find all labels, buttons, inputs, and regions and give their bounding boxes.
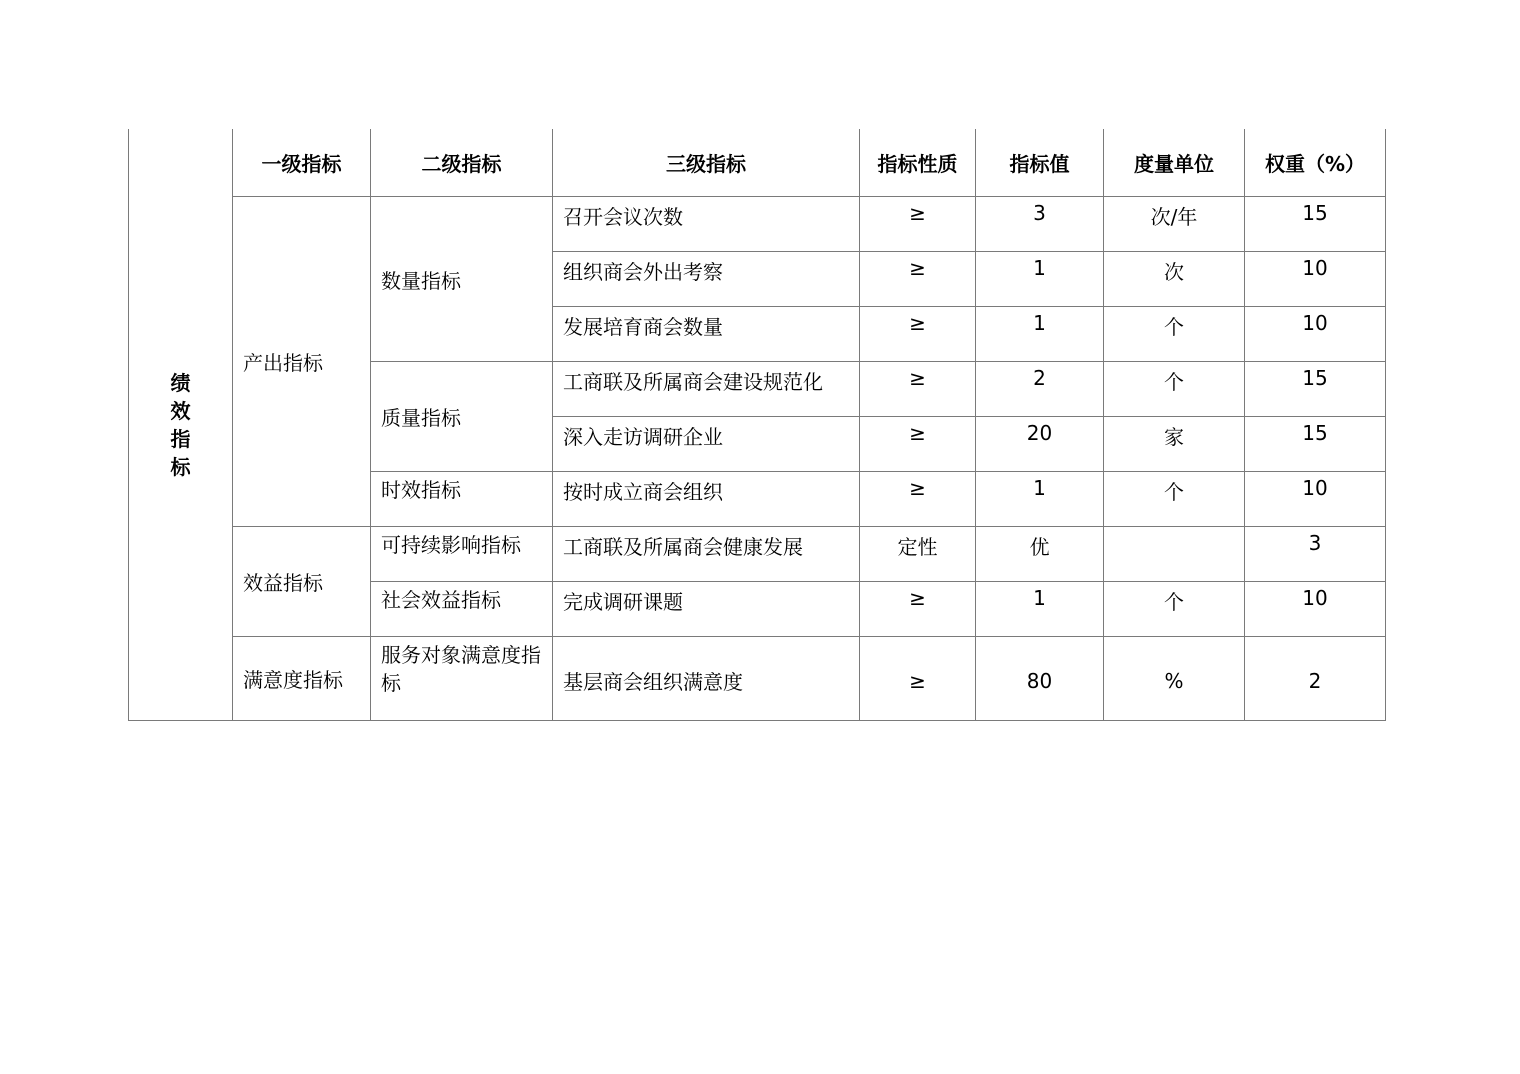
indicator-weight: 3 xyxy=(1245,527,1386,582)
header-value: 指标值 xyxy=(976,129,1104,197)
indicator-value: 2 xyxy=(976,362,1104,417)
indicator-unit: 次 xyxy=(1104,252,1245,307)
subgroup-social: 社会效益指标 xyxy=(371,582,553,637)
subgroup-quantity: 数量指标 xyxy=(371,197,553,362)
indicator-value: 1 xyxy=(976,582,1104,637)
indicator-weight: 10 xyxy=(1245,472,1386,527)
indicator-weight: 10 xyxy=(1245,582,1386,637)
indicator-unit: % xyxy=(1104,637,1245,721)
indicator-unit: 个 xyxy=(1104,582,1245,637)
indicator-value: 20 xyxy=(976,417,1104,472)
header-level2: 二级指标 xyxy=(371,129,553,197)
header-level3: 三级指标 xyxy=(553,129,860,197)
indicator-value: 80 xyxy=(976,637,1104,721)
indicator-value: 1 xyxy=(976,472,1104,527)
indicator-name: 发展培育商会数量 xyxy=(553,307,860,362)
indicator-value: 1 xyxy=(976,252,1104,307)
indicator-unit xyxy=(1104,527,1245,582)
indicator-unit: 个 xyxy=(1104,307,1245,362)
table-row xyxy=(129,197,1386,252)
indicator-unit: 个 xyxy=(1104,362,1245,417)
indicator-nature: ≥ xyxy=(860,252,976,307)
indicator-value: 3 xyxy=(976,197,1104,252)
side-label-cell xyxy=(129,129,233,721)
table-header-row xyxy=(129,129,1386,197)
indicator-value: 1 xyxy=(976,307,1104,362)
indicator-name: 召开会议次数 xyxy=(553,197,860,252)
indicator-unit: 家 xyxy=(1104,417,1245,472)
group-benefit: 效益指标 xyxy=(233,527,371,637)
indicator-weight: 15 xyxy=(1245,417,1386,472)
table-row xyxy=(129,637,1386,721)
subgroup-timeliness: 时效指标 xyxy=(371,472,553,527)
subgroup-service: 服务对象满意度指标 xyxy=(371,637,553,721)
indicator-nature: 定性 xyxy=(860,527,976,582)
indicator-value: 优 xyxy=(976,527,1104,582)
group-satisfaction: 满意度指标 xyxy=(233,637,371,721)
indicator-nature: ≥ xyxy=(860,637,976,721)
indicator-nature: ≥ xyxy=(860,417,976,472)
indicator-nature: ≥ xyxy=(860,307,976,362)
indicator-unit: 个 xyxy=(1104,472,1245,527)
indicator-name: 按时成立商会组织 xyxy=(553,472,860,527)
group-output: 产出指标 xyxy=(233,197,371,527)
header-weight: 权重（%） xyxy=(1245,129,1386,197)
indicator-nature: ≥ xyxy=(860,472,976,527)
indicator-nature: ≥ xyxy=(860,582,976,637)
indicator-name: 完成调研课题 xyxy=(553,582,860,637)
indicator-name: 工商联及所属商会建设规范化 xyxy=(553,362,860,417)
indicator-weight: 10 xyxy=(1245,252,1386,307)
indicator-name: 工商联及所属商会健康发展 xyxy=(553,527,860,582)
header-unit: 度量单位 xyxy=(1104,129,1245,197)
performance-indicator-table xyxy=(128,129,1386,721)
header-level1: 一级指标 xyxy=(233,129,371,197)
indicator-weight: 10 xyxy=(1245,307,1386,362)
indicator-nature: ≥ xyxy=(860,362,976,417)
indicator-weight: 2 xyxy=(1245,637,1386,721)
header-nature: 指标性质 xyxy=(860,129,976,197)
side-label: 绩效指标 xyxy=(170,370,191,479)
indicator-name: 基层商会组织满意度 xyxy=(553,637,860,721)
table-row xyxy=(129,527,1386,582)
indicator-weight: 15 xyxy=(1245,362,1386,417)
indicator-nature: ≥ xyxy=(860,197,976,252)
subgroup-quality: 质量指标 xyxy=(371,362,553,472)
subgroup-sustainable: 可持续影响指标 xyxy=(371,527,553,582)
indicator-unit: 次/年 xyxy=(1104,197,1245,252)
indicator-name: 组织商会外出考察 xyxy=(553,252,860,307)
indicator-name: 深入走访调研企业 xyxy=(553,417,860,472)
indicator-weight: 15 xyxy=(1245,197,1386,252)
